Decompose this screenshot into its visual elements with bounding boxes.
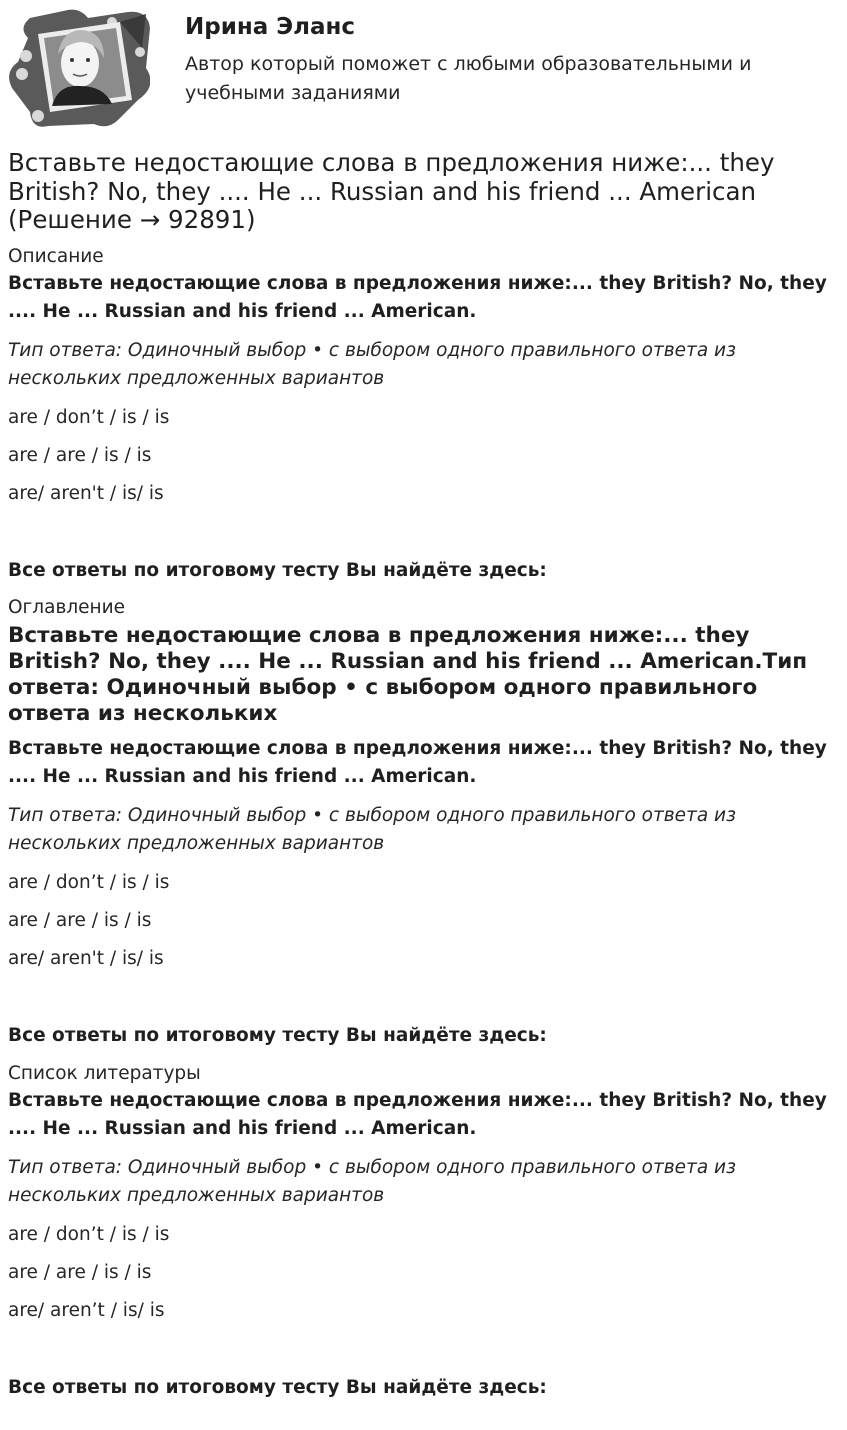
answer-option: are/ aren’t / is/ is bbox=[8, 1299, 165, 1321]
toc-heading[interactable]: Вставьте недостающие слова в предложения ниже:... they British? No, they .... He ... Russian and his friend ... American.Тип ответа: Одиночный выбор • с выбором одного правильного ответа из нескольких bbox=[8, 622, 808, 726]
answer-type: Тип ответа: Одиночный выбор • с выбором одного правильного ответа из нескольких предложенных вариантов bbox=[8, 1156, 736, 1206]
page-title: Вставьте недостающие слова в предложения ниже:... they British? No, they .... He ... Russian and his friend ... American (Решение → 92891) bbox=[8, 148, 775, 234]
question-text: Вставьте недостающие слова в предложения ниже:... they British? No, they .... He ... Russian and his friend ... American. bbox=[8, 1089, 827, 1139]
section-label-description: Описание bbox=[8, 245, 104, 267]
answers-link[interactable]: Все ответы по итоговому тесту Вы найдёте здесь: bbox=[8, 1376, 547, 1398]
question-text: Вставьте недостающие слова в предложения ниже:... they British? No, they .... He ... Russian and his friend ... American. bbox=[8, 272, 827, 322]
answers-link[interactable]: Все ответы по итоговому тесту Вы найдёте здесь: bbox=[8, 559, 547, 581]
answer-option: are / don’t / is / is bbox=[8, 1223, 170, 1245]
author-avatar[interactable] bbox=[8, 8, 150, 128]
answer-type: Тип ответа: Одиночный выбор • с выбором одного правильного ответа из нескольких предложенных вариантов bbox=[8, 804, 736, 854]
question-text: Вставьте недостающие слова в предложения ниже:... they British? No, they .... He ... Russian and his friend ... American. bbox=[8, 737, 827, 787]
answer-option: are / are / is / is bbox=[8, 1261, 152, 1283]
author-name[interactable]: Ирина Эланс bbox=[185, 14, 356, 40]
section-label-toc: Оглавление bbox=[8, 596, 126, 618]
answer-option: are / are / is / is bbox=[8, 444, 152, 466]
author-card bbox=[8, 8, 838, 128]
answer-type: Тип ответа: Одиночный выбор • с выбором одного правильного ответа из нескольких предложенных вариантов bbox=[8, 339, 736, 389]
section-label-bibliography: Список литературы bbox=[8, 1062, 201, 1084]
answer-option: are/ aren't / is/ is bbox=[8, 482, 164, 504]
answers-link[interactable]: Все ответы по итоговому тесту Вы найдёте здесь: bbox=[8, 1024, 547, 1046]
answer-option: are / don’t / is / is bbox=[8, 406, 170, 428]
answer-option: are / are / is / is bbox=[8, 909, 152, 931]
author-description: Автор который поможет с любыми образовательными и учебными заданиями bbox=[185, 53, 752, 104]
main-content bbox=[8, 149, 839, 1400]
answer-option: are / don’t / is / is bbox=[8, 871, 170, 893]
answer-option: are/ aren't / is/ is bbox=[8, 947, 164, 969]
